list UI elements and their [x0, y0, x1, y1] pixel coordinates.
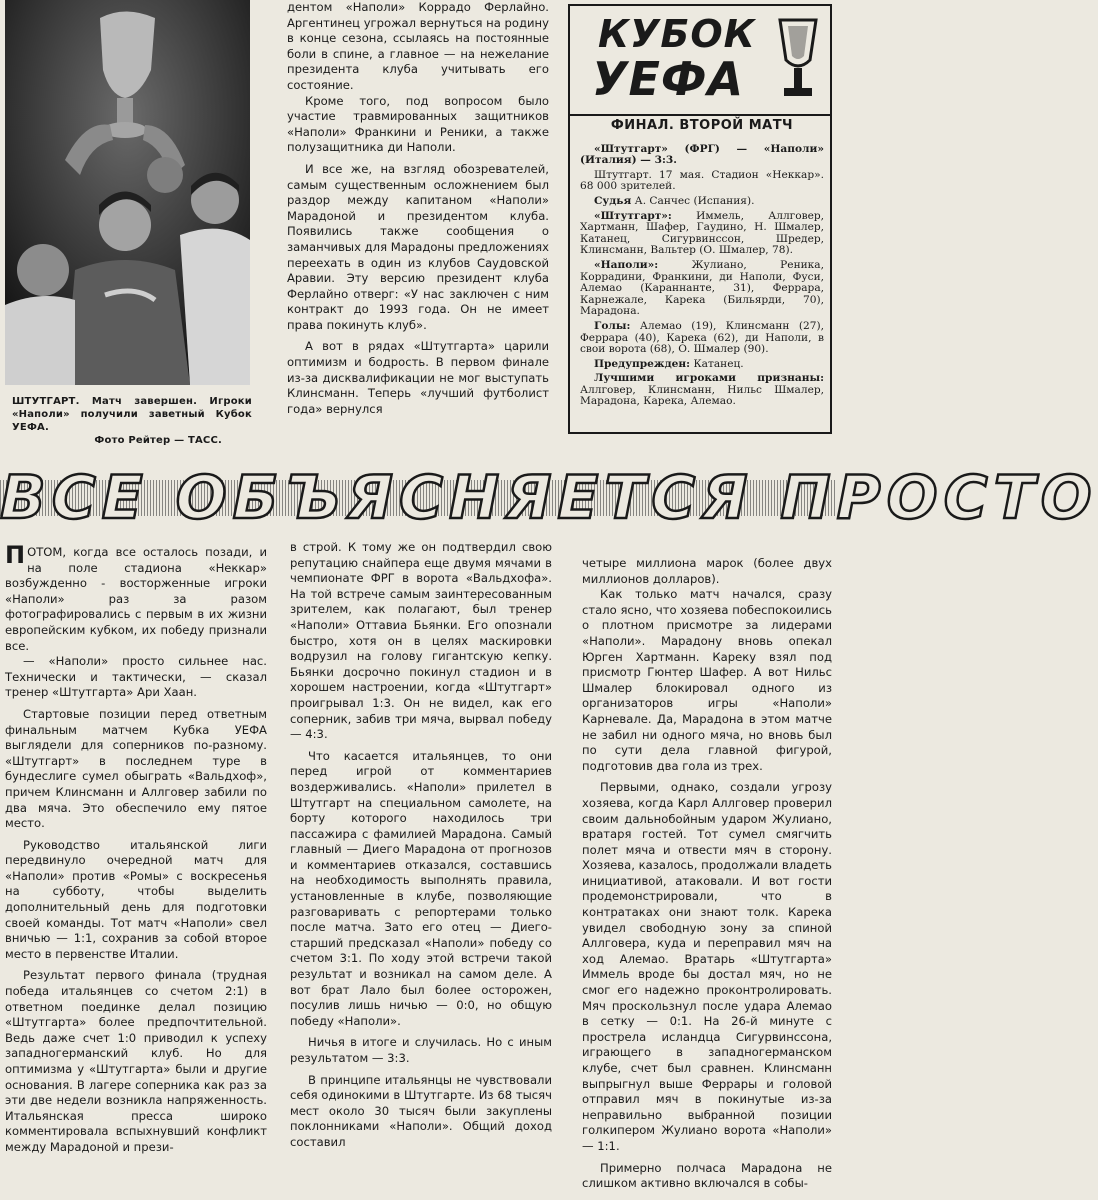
stuttgart-lineup: «Штутгарт»: Иммель, Аллговер, Хартманн, Шафер, Гаудино, Н. Шмалер, Катанец, Сигурвинссон, Шредер, Клинсманн, Вальтер (О. Шмалер, 78). — [580, 209, 824, 257]
paragraph: четыре миллиона марок (более двух миллионов долларов). — [582, 556, 832, 586]
paragraph: Кроме того, под вопросом было участие травмированных защитников «Наполи» Франкини и Реники, а также полузащитника ди Наполи. — [287, 93, 549, 155]
paragraph: Что касается итальянцев, то они перед игрой от комментариев воздерживались. «Наполи» прилетел в Штутгарт на специальном самолете, на борту которого находилось три пассажира с фамилией Марадона. Самый главный — Диего Марадона от прогнозов и комментариев отказался, составшись на необходимость выполнять правила, установленные в клубе, позволяющие разговаривать с репортерами только после матча. Зато его отец — Диего-старший предсказал «Наполи» победу со счетом 3:1. По ходу этой встречи такой результат и возникал на самом деле. А вот брат Лало был более осторожен, посулив лишь ничью — 0:0, но общую победу «Наполи». — [290, 748, 552, 1028]
paragraph: Примерно полчаса Марадона не слишком активно включался в собы- — [582, 1160, 832, 1191]
headline-banner — [0, 460, 1098, 536]
paragraph: И все же, на взгляд обозревателей, самым существенным осложнением был раздор между капитаном «Наполи» Марадоной и президентом клуба. Появились также сообщения о заманчивых для Марадоны предложениях переехать в один из клубов Саудовской Аравии. Эту версию президент клуба Ферлайно отверг: «У нас заключен с ним контракт до 1993 года. Он не имеет права покинуть клуб». — [287, 161, 549, 332]
cup-box-header — [570, 6, 830, 116]
warned-label: Предупрежден: — [594, 357, 691, 370]
photo-caption-text: ШТУТГАРТ. Матч завершен. Игроки «Наполи» получили заветный Кубок УЕФА. — [12, 396, 252, 433]
referee-label: Судья — [594, 194, 632, 207]
warned: Предупрежден: Катанец. — [594, 357, 744, 370]
photo-illustration — [5, 0, 250, 385]
stuttgart-label: «Штутгарт»: — [594, 209, 672, 222]
news-photo — [5, 0, 250, 385]
drop-cap: П — [5, 541, 26, 569]
paragraph: дентом «Наполи» Коррадо Ферлайно. Аргентинец угрожал вернуться на родину в конце сезона, ссылаясь на постоянные боли в спине, а главное — на нежелание президента клуба учитывать его состояние. — [287, 0, 549, 92]
paragraph: Руководство итальянской лиги передвинуло очередной матч для «Наполи» против «Ромы» с воскресенья на субботу, чтобы выделить дополнительный день для подготовки своей команды. Тот матч «Наполи» свел вничью — 1:1, сохранив за собой второе место в первенстве Италии. — [5, 837, 267, 961]
cup-title-line1: КУБОК — [598, 12, 756, 56]
paragraph: Как только матч начался, сразу стало ясно, что хозяева побеспокоились о плотном присмотре за лидерами «Наполи». Марадону вновь опекал Юрген Хартманн. Кареку взял под присмотр Гюнтер Шафер. А вот Нильс Шмалер блокировал одного из организаторов игры «Наполи» Карневале. Да, Марадона в этом матче не забил ни одного мяча, но вновь был по сути дела главной фигурой, подготовив два гола из трех. — [582, 587, 832, 773]
paragraph: Результат первого финала (трудная победа итальянцев со счетом 2:1) в ответном поединке делал позицию «Штутгарта» более предпочтительной. Ведь даже счет 1:0 приводил к успеху западногерманский клуб. Но для оптимизма у «Штутгарта» были и другие основания. В лагере соперника как раз за эти две недели возникла напряженность. Итальянская пресса широко комментировала вспыхнувший конфликт между Марадоной и прези- — [5, 968, 267, 1154]
paragraph: Стартовые позиции перед ответным финальным матчем Кубка УЕФА выглядели для соперников по-разному. «Штутгарт» в последнем туре в бундеслиге сумел обыграть «Вальдхоф», причем Клинсманн и Аллговер забили по два мяча. Это обеспечило ему пятое место. — [5, 706, 267, 831]
paragraph: — «Наполи» просто сильнее нас. Технически и тактически, — сказал тренер «Штутгарта» Ари Хаан. — [5, 654, 267, 700]
uefa-cup-box — [568, 4, 832, 434]
match-result: «Штутгарт» (ФРГ) — «Наполи» (Италия) — 3:3. — [580, 142, 824, 167]
headline-text: ВСЕ ОБЪЯСНЯЕТСЯ ПРОСТО — [0, 463, 1098, 533]
photo-credit: Фото Рейтер — ТАСС. — [94, 435, 222, 446]
article-intro-column — [287, 0, 549, 417]
napoli-label: «Наполи»: — [594, 258, 659, 271]
paragraph: ПОТОМ, когда все осталось позади, и на поле стадиона «Неккар» возбужденно - восторженные игроки «Наполи» раз за разом фотографировались с первым в их жизни европейским кубком, их победу признали все. — [5, 541, 267, 653]
paragraph: А вот в рядах «Штутгарта» царили оптимизм и бодрость. В первом финале из-за дисквалификации не мог выступать Клинсманн. Теперь «лучший футболист года» вернулся — [287, 339, 549, 416]
paragraph: В принципе итальянцы не чувствовали себя одинокими в Штутгарте. Из 68 тысяч мест около 30 тысяч были закуплены поклонниками «Наполи». Общий доход составил — [290, 1072, 552, 1149]
cup-box-body — [580, 120, 824, 411]
article-column-2 — [290, 540, 552, 1151]
goals: Голы: Алемао (19), Клинсманн (27), Феррара (40), Карека (62), ди Наполи, в свои ворота (68), О. Шмалер (90). — [580, 319, 825, 356]
paragraph: в строй. К тому же он подтвердил свою репутацию снайпера еще двумя мячами в чемпионате ФРГ в ворота «Вальдхофа». На той встрече самым заинтересованным зрителем, как полагают, был тренер «Наполи» Оттавиа Бьянки. Его опознали быстро, хотя он в целях маскировки водрузил на голову гигантскую кепку. Бьянки досрочно покинул стадион и в хорошем настроении, когда «Штутгарт» проигрывал 1:3. Он не видел, как его соперник, забив три мяча, вырвал победу — 4:3. — [290, 540, 552, 742]
trophy-icon — [774, 16, 822, 102]
best-players: Лучшими игроками признаны: Аллговер, Клинсманн, Нильс Шмалер, Марадона, Карека, Алемао. — [580, 372, 824, 408]
final-title: ФИНАЛ. ВТОРОЙ МАТЧ — [610, 118, 794, 133]
article-column-3 — [582, 556, 832, 1192]
match-referee: Судья А. Санчес (Испания). — [594, 194, 755, 207]
cup-title-line2: УЕФА — [592, 52, 745, 106]
goals-label: Голы: — [594, 319, 631, 332]
paragraph: Первыми, однако, создали угрозу хозяева, когда Карл Аллговер проверил своим дальнобойным ударом Жулиано, вратаря гостей. Тот сумел смягчить полет мяча и отвести мяч в сторону. Хозяева, казалось, продолжали владеть инициативой, атаковали. И вот гости продемонстрировали, что в контратаках они знают толк. Карека увидел свободную зону за спиной Аллговера, куда и переправил мяч на ход Алемао. Вратарь «Штутгарта» Иммель вроде бы достал мяч, но не смог его надежно проконтролировать. Мяч проскользнул после удара Алемао в сетку — 0:1. На 26-й минуте с прострела исландца Сигурвинссона, играющего в западногерманском клубе, счет был сравнен. Клинсманн выпрыгнул выше Феррары и головой отправил мяч в покинутые из-за неправильно выбранной позиции голкипером Жулиано ворота «Наполи» — 1:1. — [582, 780, 832, 1153]
best-label: Лучшими игроками признаны: — [594, 372, 824, 385]
article-column-1 — [5, 541, 267, 1156]
paragraph: Ничья в итоге и случилась. Но с иным результатом — 3:3. — [290, 1035, 552, 1065]
photo-caption — [12, 395, 252, 447]
match-venue: Штутгарт. 17 мая. Стадион «Неккар». 68 000 зрителей. — [580, 168, 824, 193]
napoli-lineup: «Наполи»: Жулиано, Реника, Коррадини, Франкини, ди Наполи, Фуси, Алемао (Караннанте, 31), Феррара, Карнежале, Карека (Бильярди, 70), Марадона. — [580, 258, 824, 318]
